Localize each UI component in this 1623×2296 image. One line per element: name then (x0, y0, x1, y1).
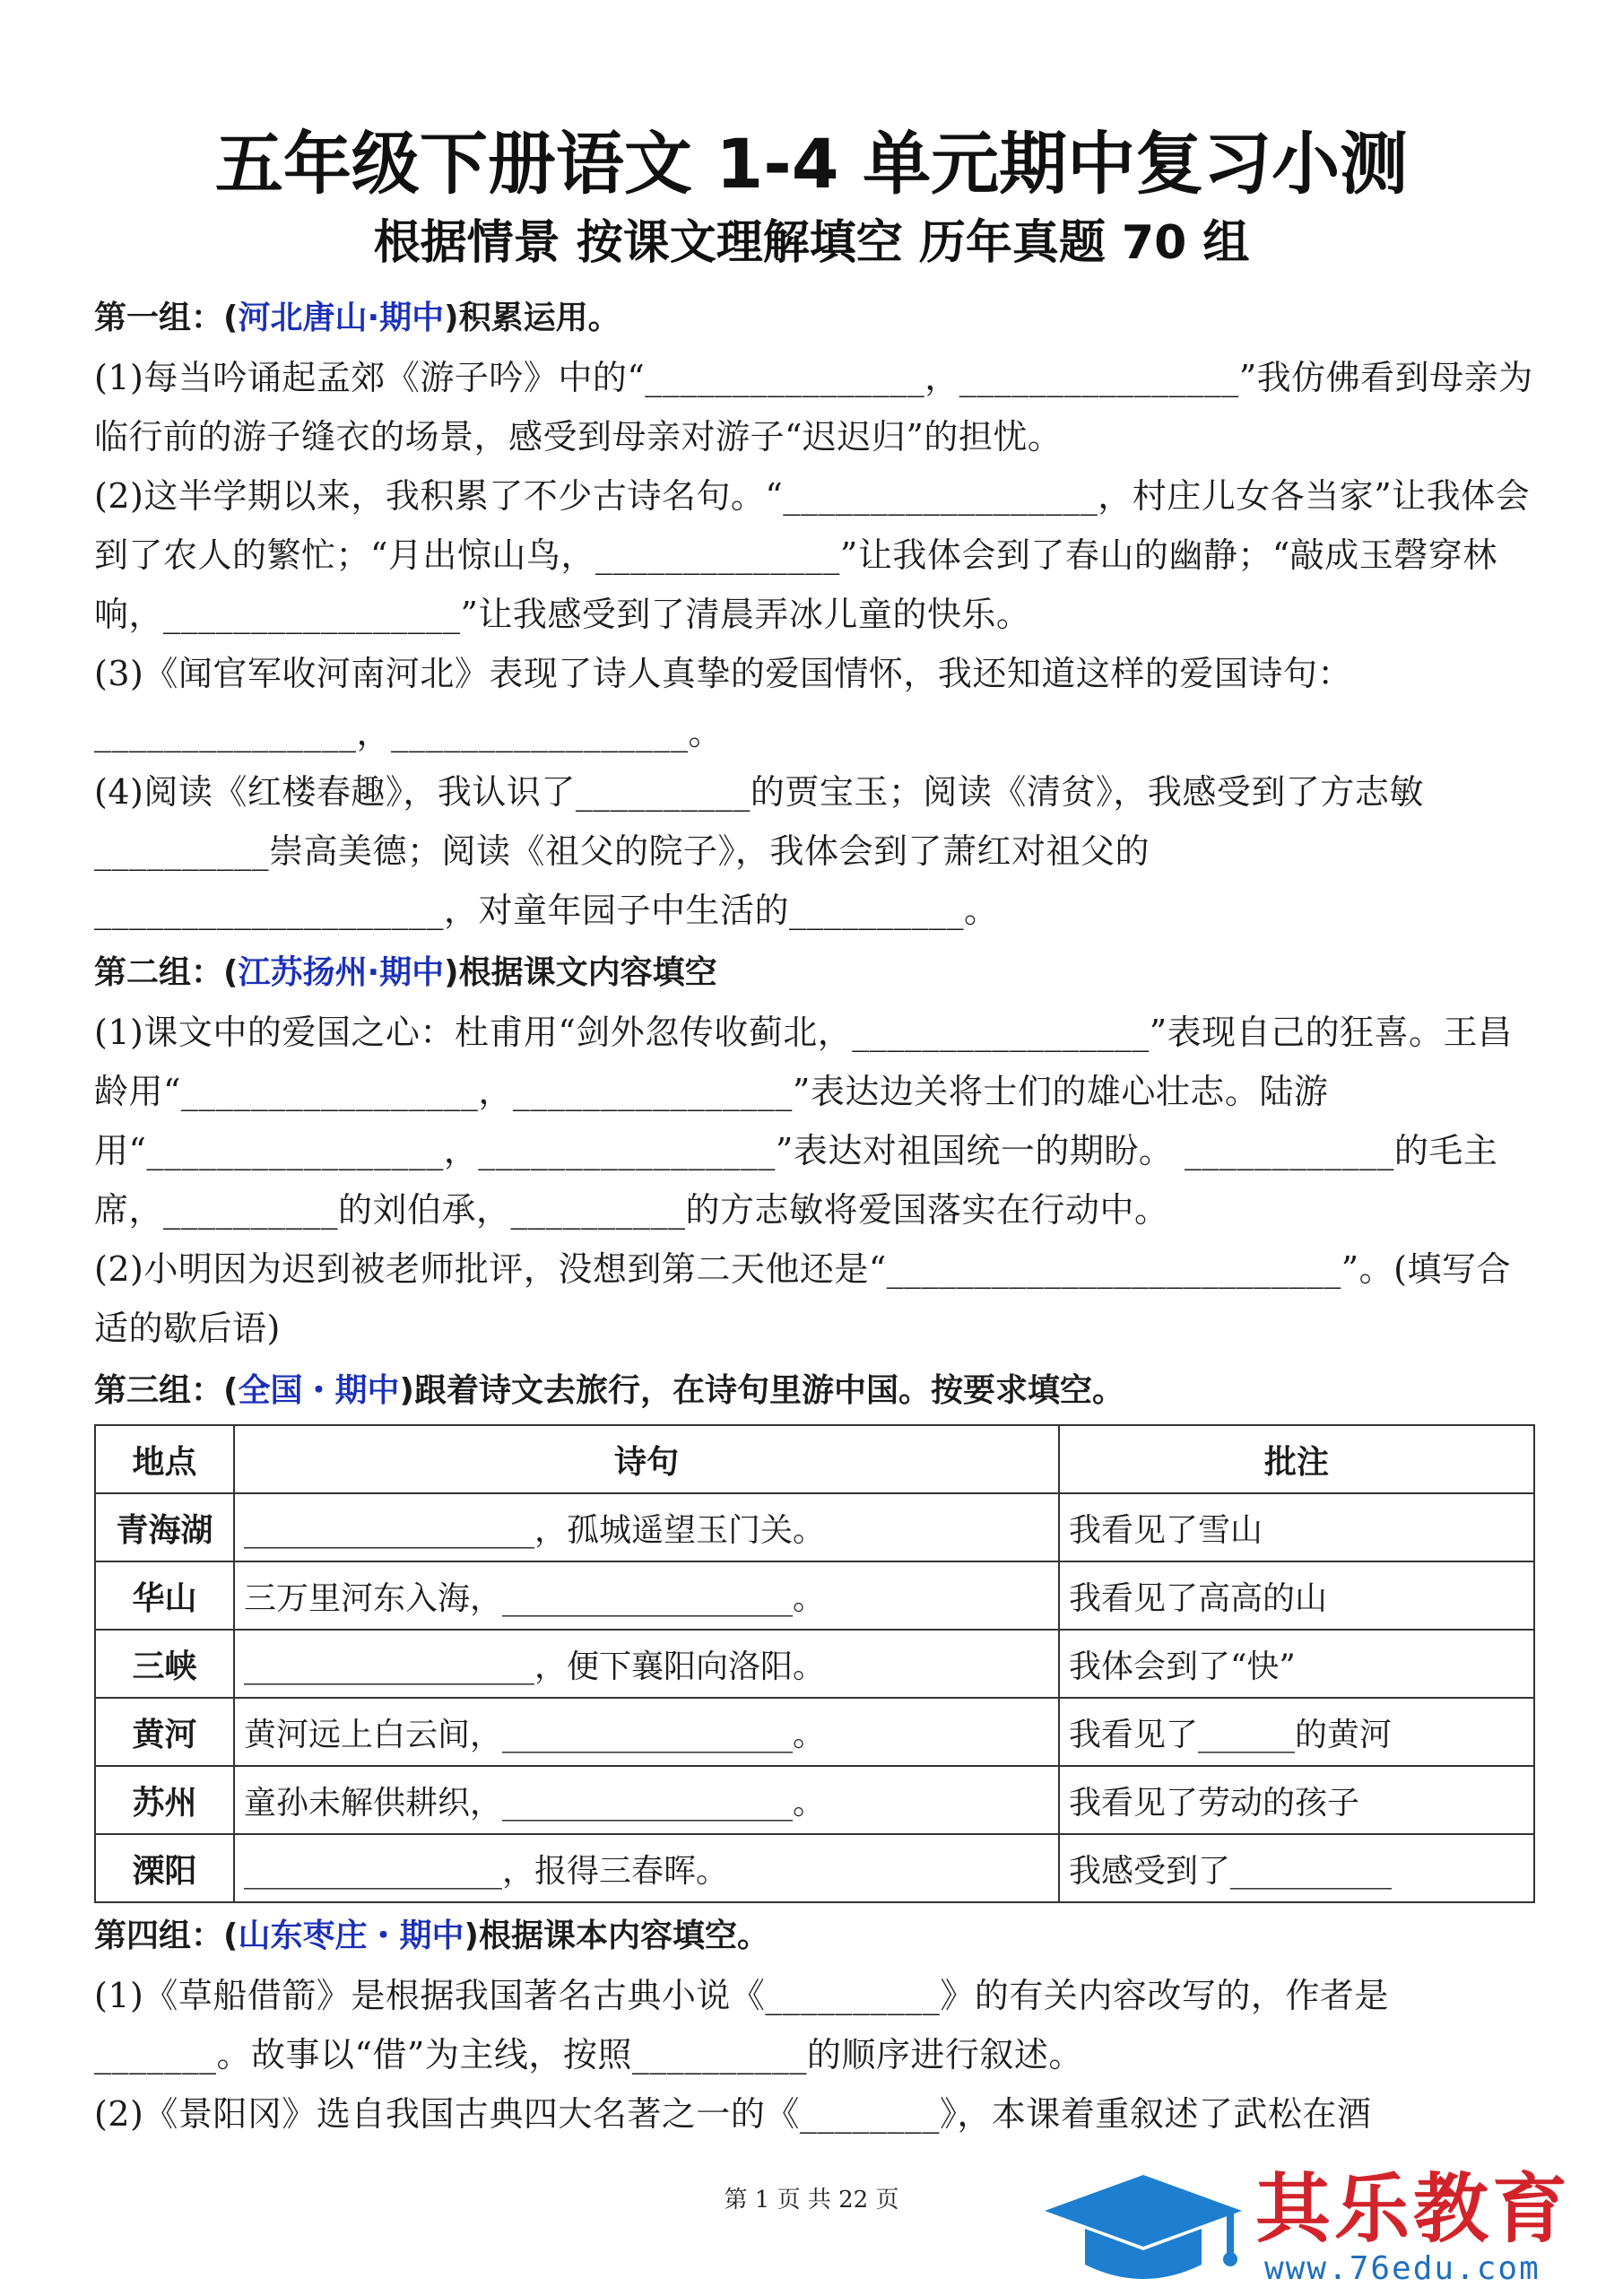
group-3-suffix: )跟着诗文去旅行，在诗句里游中国。按要求填空。 (399, 1372, 1124, 1409)
cell-place: 青海湖 (95, 1493, 234, 1561)
cell-verse: __________________，孤城遥望玉门关。 (234, 1493, 1059, 1561)
table-row (95, 1834, 1534, 1902)
group-1-question-2: (2)这半学期以来，我积累了不少古诗名句。“__________________，村庄儿女各当家”让我体会到了农人的繁忙；“月出惊山鸟，______________”让我体会到了春山的幽静；“敲成玉磬穿林响，_________________”让我感受到了清晨弄冰儿童的快乐。 (94, 476, 1531, 634)
group-3-source: 全国・期中 (238, 1372, 400, 1409)
group-1-question-1: (1)每当吟诵起孟郊《游子吟》中的“________________，________________”我仿佛看到母亲为临行前的游子缝衣的场景，感受到母亲对游子“迟迟归”的担忧。 (94, 358, 1533, 457)
cell-note: 我看见了高高的山 (1059, 1561, 1534, 1630)
cell-verse: ________________，报得三春晖。 (234, 1834, 1059, 1902)
group-1-suffix: )积累运用。 (444, 300, 621, 336)
group-4-question-2: (2)《景阳冈》选自我国古典四大名著之一的《________》，本课着重叙述了武松在酒 (94, 2094, 1372, 2134)
group-2-question-2: (2)小明因为迟到被老师批评，没想到第二天他还是“__________________________”。(填写合适的歇后语) (94, 1249, 1512, 1348)
group-2-suffix: )根据课文内容填空 (444, 954, 717, 991)
group-1-heading (94, 289, 1533, 348)
group-1-source: 河北唐山·期中 (238, 300, 445, 336)
page-number: 第 1 页 共 22 页 (724, 2187, 899, 2213)
page-title: 五年级下册语文 1-4 单元期中复习小测 (214, 124, 1409, 204)
table-row (95, 1766, 1534, 1834)
group-4-source: 山东枣庄・期中 (238, 1918, 464, 1954)
page-subtitle: 根据情景 按课文理解填空 历年真题 70 组 (373, 216, 1250, 270)
group-1-prefix: 第一组：( (94, 300, 239, 336)
cell-place: 黄河 (95, 1698, 234, 1766)
cell-note: 我感受到了__________ (1059, 1834, 1534, 1902)
cell-place: 苏州 (95, 1766, 234, 1834)
poem-table-wrapper (94, 1424, 1533, 1903)
watermark-url: www.76edu.com (1264, 2250, 1541, 2287)
group-4-question-1: (1)《草船借箭》是根据我国著名古典小说《__________》的有关内容改写的，作者是_______。故事以“借”为主线，按照__________的顺序进行叙述。 (94, 1976, 1389, 2074)
watermark-logo (1040, 2166, 1614, 2292)
group-4-heading (94, 1907, 1533, 1966)
watermark-brand-name: 其乐教育 (1255, 2165, 1572, 2253)
header-place: 地点 (95, 1425, 234, 1493)
group-2-heading (94, 944, 1533, 1003)
table-row (95, 1698, 1534, 1766)
cell-place: 溧阳 (95, 1834, 234, 1902)
cell-verse: 黄河远上白云间，__________________。 (234, 1698, 1059, 1766)
table-row (95, 1630, 1534, 1698)
table-row (95, 1493, 1534, 1561)
header-verse: 诗句 (234, 1425, 1059, 1493)
group-3-heading (94, 1361, 1533, 1421)
graduation-cap-icon (1040, 2168, 1246, 2284)
cell-note: 我体会到了“快” (1059, 1630, 1534, 1698)
table-row (95, 1561, 1534, 1630)
cell-note: 我看见了劳动的孩子 (1059, 1766, 1534, 1834)
cell-verse: 童孙未解供耕织，__________________。 (234, 1766, 1059, 1834)
cell-place: 三峡 (95, 1630, 234, 1698)
group-3-prefix: 第三组：( (94, 1372, 239, 1409)
cell-note: 我看见了______的黄河 (1059, 1698, 1534, 1766)
worksheet-body (94, 285, 1533, 2144)
group-2-question-1: (1)课文中的爱国之心：杜甫用“剑外忽传收蓟北，_________________”表现自己的狂喜。王昌龄用“_________________，________________”表达边关将士们的雄心壮志。陆游用“_________________，_________________”表达对祖国统一的期盼。 ____________的毛主席，__________的刘伯承，__________的方志敏将爱国落实在行动中。 (94, 1013, 1513, 1230)
cell-verse: __________________，便下襄阳向洛阳。 (234, 1630, 1059, 1698)
group-4-suffix: )根据课本内容填空。 (464, 1918, 769, 1954)
group-4-prefix: 第四组：( (94, 1918, 239, 1954)
poem-table-header-row (95, 1425, 1534, 1493)
poem-table (94, 1424, 1535, 1903)
group-1-question-4: (4)阅读《红楼春趣》，我认识了__________的贾宝玉；阅读《清贫》，我感受到了方志敏__________崇高美德；阅读《祖父的院子》，我体会到了萧红对祖父的____________________，对童年园子中生活的__________。 (94, 772, 1424, 930)
cell-place: 华山 (95, 1561, 234, 1630)
group-2-prefix: 第二组：( (94, 954, 239, 991)
cell-verse: 三万里河东入海，__________________。 (234, 1561, 1059, 1630)
group-2-source: 江苏扬州·期中 (238, 954, 445, 991)
group-1-question-3: (3)《闻官军收河南河北》表现了诗人真挚的爱国情怀，我还知道这样的爱国诗句：_______________，_________________。 (94, 654, 1352, 752)
cell-note: 我看见了雪山 (1059, 1493, 1534, 1561)
header-note: 批注 (1059, 1425, 1534, 1493)
